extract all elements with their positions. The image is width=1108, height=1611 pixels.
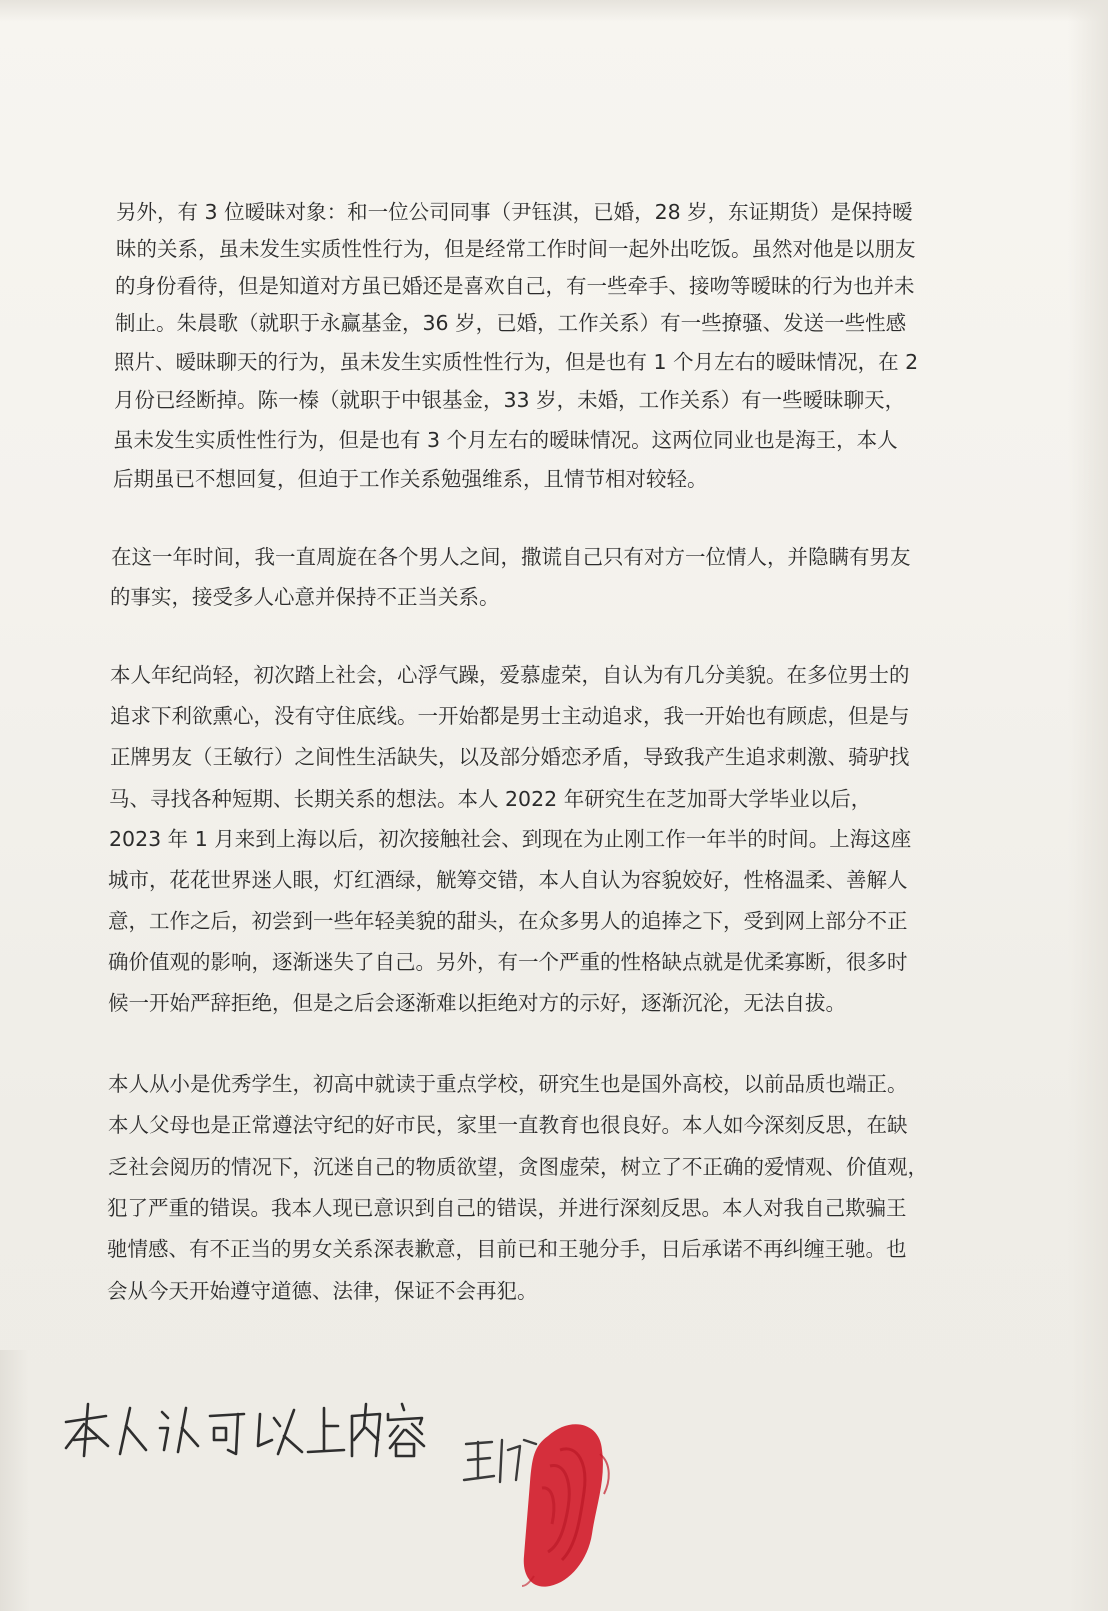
paper-left-shadow — [0, 1350, 30, 1611]
handwritten-note — [62, 1400, 432, 1460]
text-line: 确价值观的影响，逐渐迷失了自己。另外，有一个严重的性格缺点就是优柔寡断，很多时 — [108, 950, 908, 974]
text-line: 驰情感、有不正当的男女关系深表歉意，目前已和王驰分手，日后承诺不再纠缠王驰。也 — [107, 1237, 907, 1261]
text-line: 正牌男友（王敏行）之间性生活缺失，以及部分婚恋矛盾，导致我产生追求刺激、骑驴找 — [110, 745, 910, 769]
text-line: 在这一年时间，我一直周旋在各个男人之间，撒谎自己只有对方一位情人，并隐瞒有男友 — [111, 545, 911, 569]
signature-area — [450, 1410, 630, 1610]
text-line: 追求下利欲熏心，没有守住底线。一开始都是男士主动追求，我一开始也有顾虑，但是与 — [110, 704, 910, 728]
text-line: 的事实，接受多人心意并保持不正当关系。 — [110, 585, 500, 609]
text-line: 乏社会阅历的情况下，沉迷自己的物质欲望，贪图虚荣，树立了不正确的爱情观、价值观， — [108, 1155, 928, 1179]
text-line: 城市，花花世界迷人眼，灯红酒绿，觥筹交错，本人自认为容貌姣好，性格温柔、善解人 — [108, 868, 908, 892]
text-line: 会从今天开始遵守道德、法律，保证不会再犯。 — [107, 1279, 538, 1303]
text-line: 的身份看待，但是知道对方虽已婚还是喜欢自己，有一些牵手、接吻等暧昧的行为也并未 — [115, 274, 915, 298]
text-line: 本人年纪尚轻，初次踏上社会，心浮气躁，爱慕虚荣，自认为有几分美貌。在多位男士的 — [110, 663, 910, 687]
text-line: 照片、暧昧聊天的行为，虽未发生实质性性行为，但是也有 1 个月左右的暧昧情况，在 2 — [114, 350, 919, 374]
text-line: 候一开始严辞拒绝，但是之后会逐渐难以拒绝对方的示好，逐渐沉沦，无法自拔。 — [108, 991, 846, 1015]
paper-right-shadow — [1068, 0, 1108, 1611]
text-line: 制止。朱晨歌（就职于永赢基金，36 岁，已婚，工作关系）有一些撩骚、发送一些性感 — [115, 311, 907, 335]
text-line: 另外，有 3 位暧昧对象：和一位公司同事（尹钰淇，已婚，28 岁，东证期货）是保持暧 — [116, 200, 913, 224]
text-line: 本人从小是优秀学生，初高中就读于重点学校，研究生也是国外高校，以前品质也端正。 — [108, 1072, 908, 1096]
signature-strokes — [464, 1440, 536, 1482]
text-line: 后期虽已不想回复，但迫于工作关系勉强维系，且情节相对较轻。 — [113, 467, 708, 491]
text-line: 马、寻找各种短期、长期关系的想法。本人 2022 年研究生在芝加哥大学毕业以后， — [109, 787, 872, 811]
text-line: 本人父母也是正常遵法守纪的好市民，家里一直教育也很良好。本人如今深刻反思，在缺 — [108, 1113, 908, 1137]
text-line: 昧的关系，虽未发生实质性性行为，但是经常工作时间一起外出吃饭。虽然对他是以朋友 — [116, 237, 916, 261]
text-line: 虽未发生实质性性行为，但是也有 3 个月左右的暧昧情况。这两位同业也是海王，本人 — [113, 428, 898, 452]
text-line: 2023 年 1 月来到上海以后，初次接触社会、到现在为止刚工作一年半的时间。上海这座 — [109, 827, 912, 851]
fingerprint-mark — [522, 1424, 609, 1586]
paper-top-edge — [0, 0, 1108, 22]
text-line: 月份已经断掉。陈一榛（就职于中银基金，33 岁，未婚，工作关系）有一些暧昧聊天， — [114, 388, 906, 412]
text-line: 意，工作之后，初尝到一些年轻美貌的甜头，在众多男人的追捧之下，受到网上部分不正 — [108, 909, 908, 933]
text-line: 犯了严重的错误。我本人现已意识到自己的错误，并进行深刻反思。本人对我自己欺骗王 — [107, 1196, 907, 1220]
